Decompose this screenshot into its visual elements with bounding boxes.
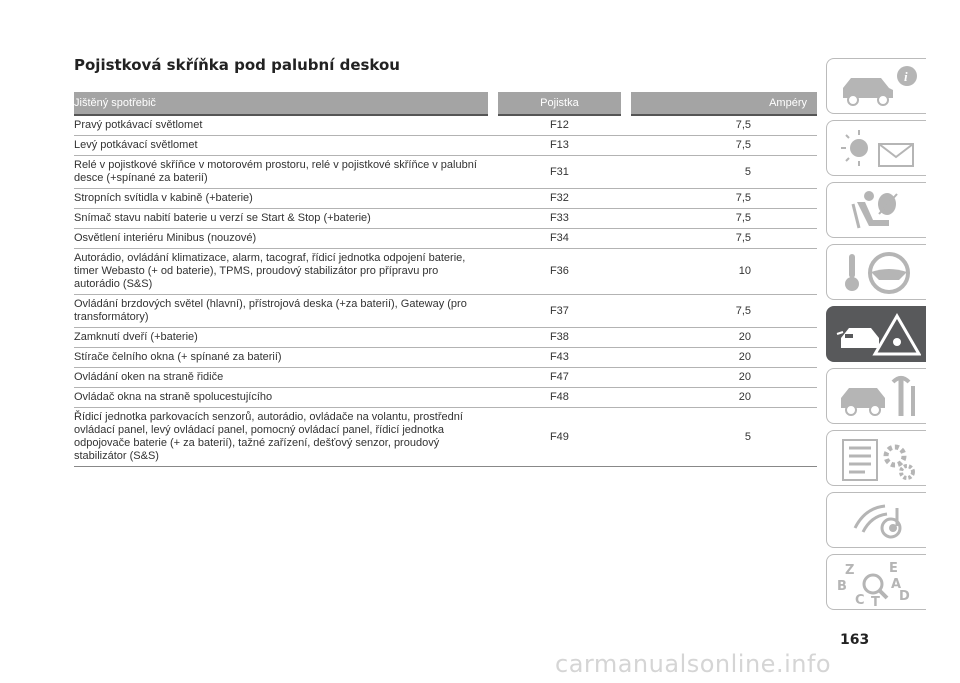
amps-cell: 20 (626, 388, 817, 408)
page-number: 163 (840, 632, 870, 648)
fuse-cell: F34 (493, 229, 626, 249)
car-breakdown-icon (835, 312, 921, 358)
fuse-table (74, 92, 817, 467)
device-cell: Řídicí jednotka parkovacích senzorů, autorádio, ovládače na volantu, prostřední ovládací panel, levý ovládací panel, pomocný ovládací panel, řídicí jednotka odpojovače baterie (+ za baterií), tažné zařízení, dešťový senzor, proudový stabilizátor (S&S) (74, 408, 493, 467)
device-cell: Ovládač okna na straně spolucestujícího (74, 388, 493, 408)
table-row (74, 249, 817, 295)
tab-warning-lights[interactable] (826, 120, 926, 176)
device-cell: Relé v pojistkové skříňce v motorovém prostoru, relé v pojistkové skříňce v palubní desce (+spínané za baterií) (74, 156, 493, 189)
tab-starting-driving[interactable] (826, 244, 926, 300)
table-header-row (74, 92, 817, 115)
fuse-cell: F37 (493, 295, 626, 328)
key-steering-wheel-icon (835, 250, 921, 296)
table-row (74, 368, 817, 388)
table-row (74, 408, 817, 467)
header-amps: Ampéry (626, 92, 817, 115)
amps-cell: 20 (626, 328, 817, 348)
fuse-cell: F33 (493, 209, 626, 229)
amps-cell: 5 (626, 156, 817, 189)
table-row (74, 348, 817, 368)
fuse-cell: F12 (493, 115, 626, 136)
device-cell: Snímač stavu nabití baterie u verzí se Start & Stop (+baterie) (74, 209, 493, 229)
amps-cell: 7,5 (626, 115, 817, 136)
index-letter: B (837, 579, 847, 594)
header-device: Jištěný spotřebič (74, 92, 493, 115)
technical-data-icon (835, 436, 921, 482)
table-row (74, 229, 817, 249)
table-row (74, 189, 817, 209)
amps-cell: 10 (626, 249, 817, 295)
fuse-cell: F49 (493, 408, 626, 467)
table-row (74, 295, 817, 328)
index-letter: Z (845, 563, 855, 578)
table-row (74, 209, 817, 229)
fuse-cell: F38 (493, 328, 626, 348)
tab-technical-data[interactable] (826, 430, 926, 486)
device-cell: Pravý potkávací světlomet (74, 115, 493, 136)
fuse-cell: F43 (493, 348, 626, 368)
fuse-cell: F48 (493, 388, 626, 408)
tab-maintenance[interactable] (826, 368, 926, 424)
header-fuse: Pojistka (493, 92, 626, 115)
device-cell: Osvětlení interiéru Minibus (nouzové) (74, 229, 493, 249)
fuse-cell: F31 (493, 156, 626, 189)
amps-cell: 7,5 (626, 189, 817, 209)
table-row (74, 328, 817, 348)
device-cell: Levý potkávací světlomet (74, 136, 493, 156)
fuse-cell: F13 (493, 136, 626, 156)
fuse-cell: F36 (493, 249, 626, 295)
index-letter: E (889, 561, 898, 576)
amps-cell: 7,5 (626, 295, 817, 328)
watermark-text: carmanualsonline.info (555, 650, 832, 678)
warning-lights-icon (835, 126, 921, 172)
page-title: Pojistková skříňka pod palubní deskou (74, 56, 400, 74)
tab-safety[interactable] (826, 182, 926, 238)
amps-cell: 7,5 (626, 229, 817, 249)
amps-cell: 20 (626, 368, 817, 388)
fuse-cell: F47 (493, 368, 626, 388)
tab-in-emergency[interactable] (826, 306, 926, 362)
device-cell: Ovládání brzdových světel (hlavní), přístrojová deska (+za baterií), Gateway (pro transformátory) (74, 295, 493, 328)
table-row (74, 156, 817, 189)
table-row (74, 136, 817, 156)
amps-cell: 5 (626, 408, 817, 467)
amps-cell: 20 (626, 348, 817, 368)
tab-car-info[interactable] (826, 58, 926, 114)
tab-multimedia[interactable] (826, 492, 926, 548)
amps-cell: 7,5 (626, 136, 817, 156)
index-letter: A (891, 577, 902, 592)
amps-cell: 7,5 (626, 209, 817, 229)
car-info-icon (835, 64, 921, 110)
device-cell: Ovládání oken na straně řidiče (74, 368, 493, 388)
tab-index[interactable] (826, 554, 926, 610)
table-row (74, 115, 817, 136)
index-letter: C (855, 593, 865, 606)
table-row (74, 388, 817, 408)
device-cell: Stírače čelního okna (+ spínané za baterií) (74, 348, 493, 368)
index-letter: D (899, 589, 910, 604)
alphabetical-index-icon (835, 560, 921, 606)
multimedia-icon (835, 498, 921, 544)
device-cell: Autorádio, ovládání klimatizace, alarm, tacograf, řídicí jednotka odpojení baterie, timer Webasto (+ od baterie), TPMS, proudový stabilizátor pro přípravu pro autorádio (S&S) (74, 249, 493, 295)
device-cell: Zamknutí dveří (+baterie) (74, 328, 493, 348)
fuse-cell: F32 (493, 189, 626, 209)
svg-text:i: i (904, 69, 908, 84)
device-cell: Stropních svítidla v kabině (+baterie) (74, 189, 493, 209)
airbag-seat-icon (835, 188, 921, 234)
car-maintenance-icon (835, 374, 921, 420)
index-letter: T (871, 595, 880, 606)
